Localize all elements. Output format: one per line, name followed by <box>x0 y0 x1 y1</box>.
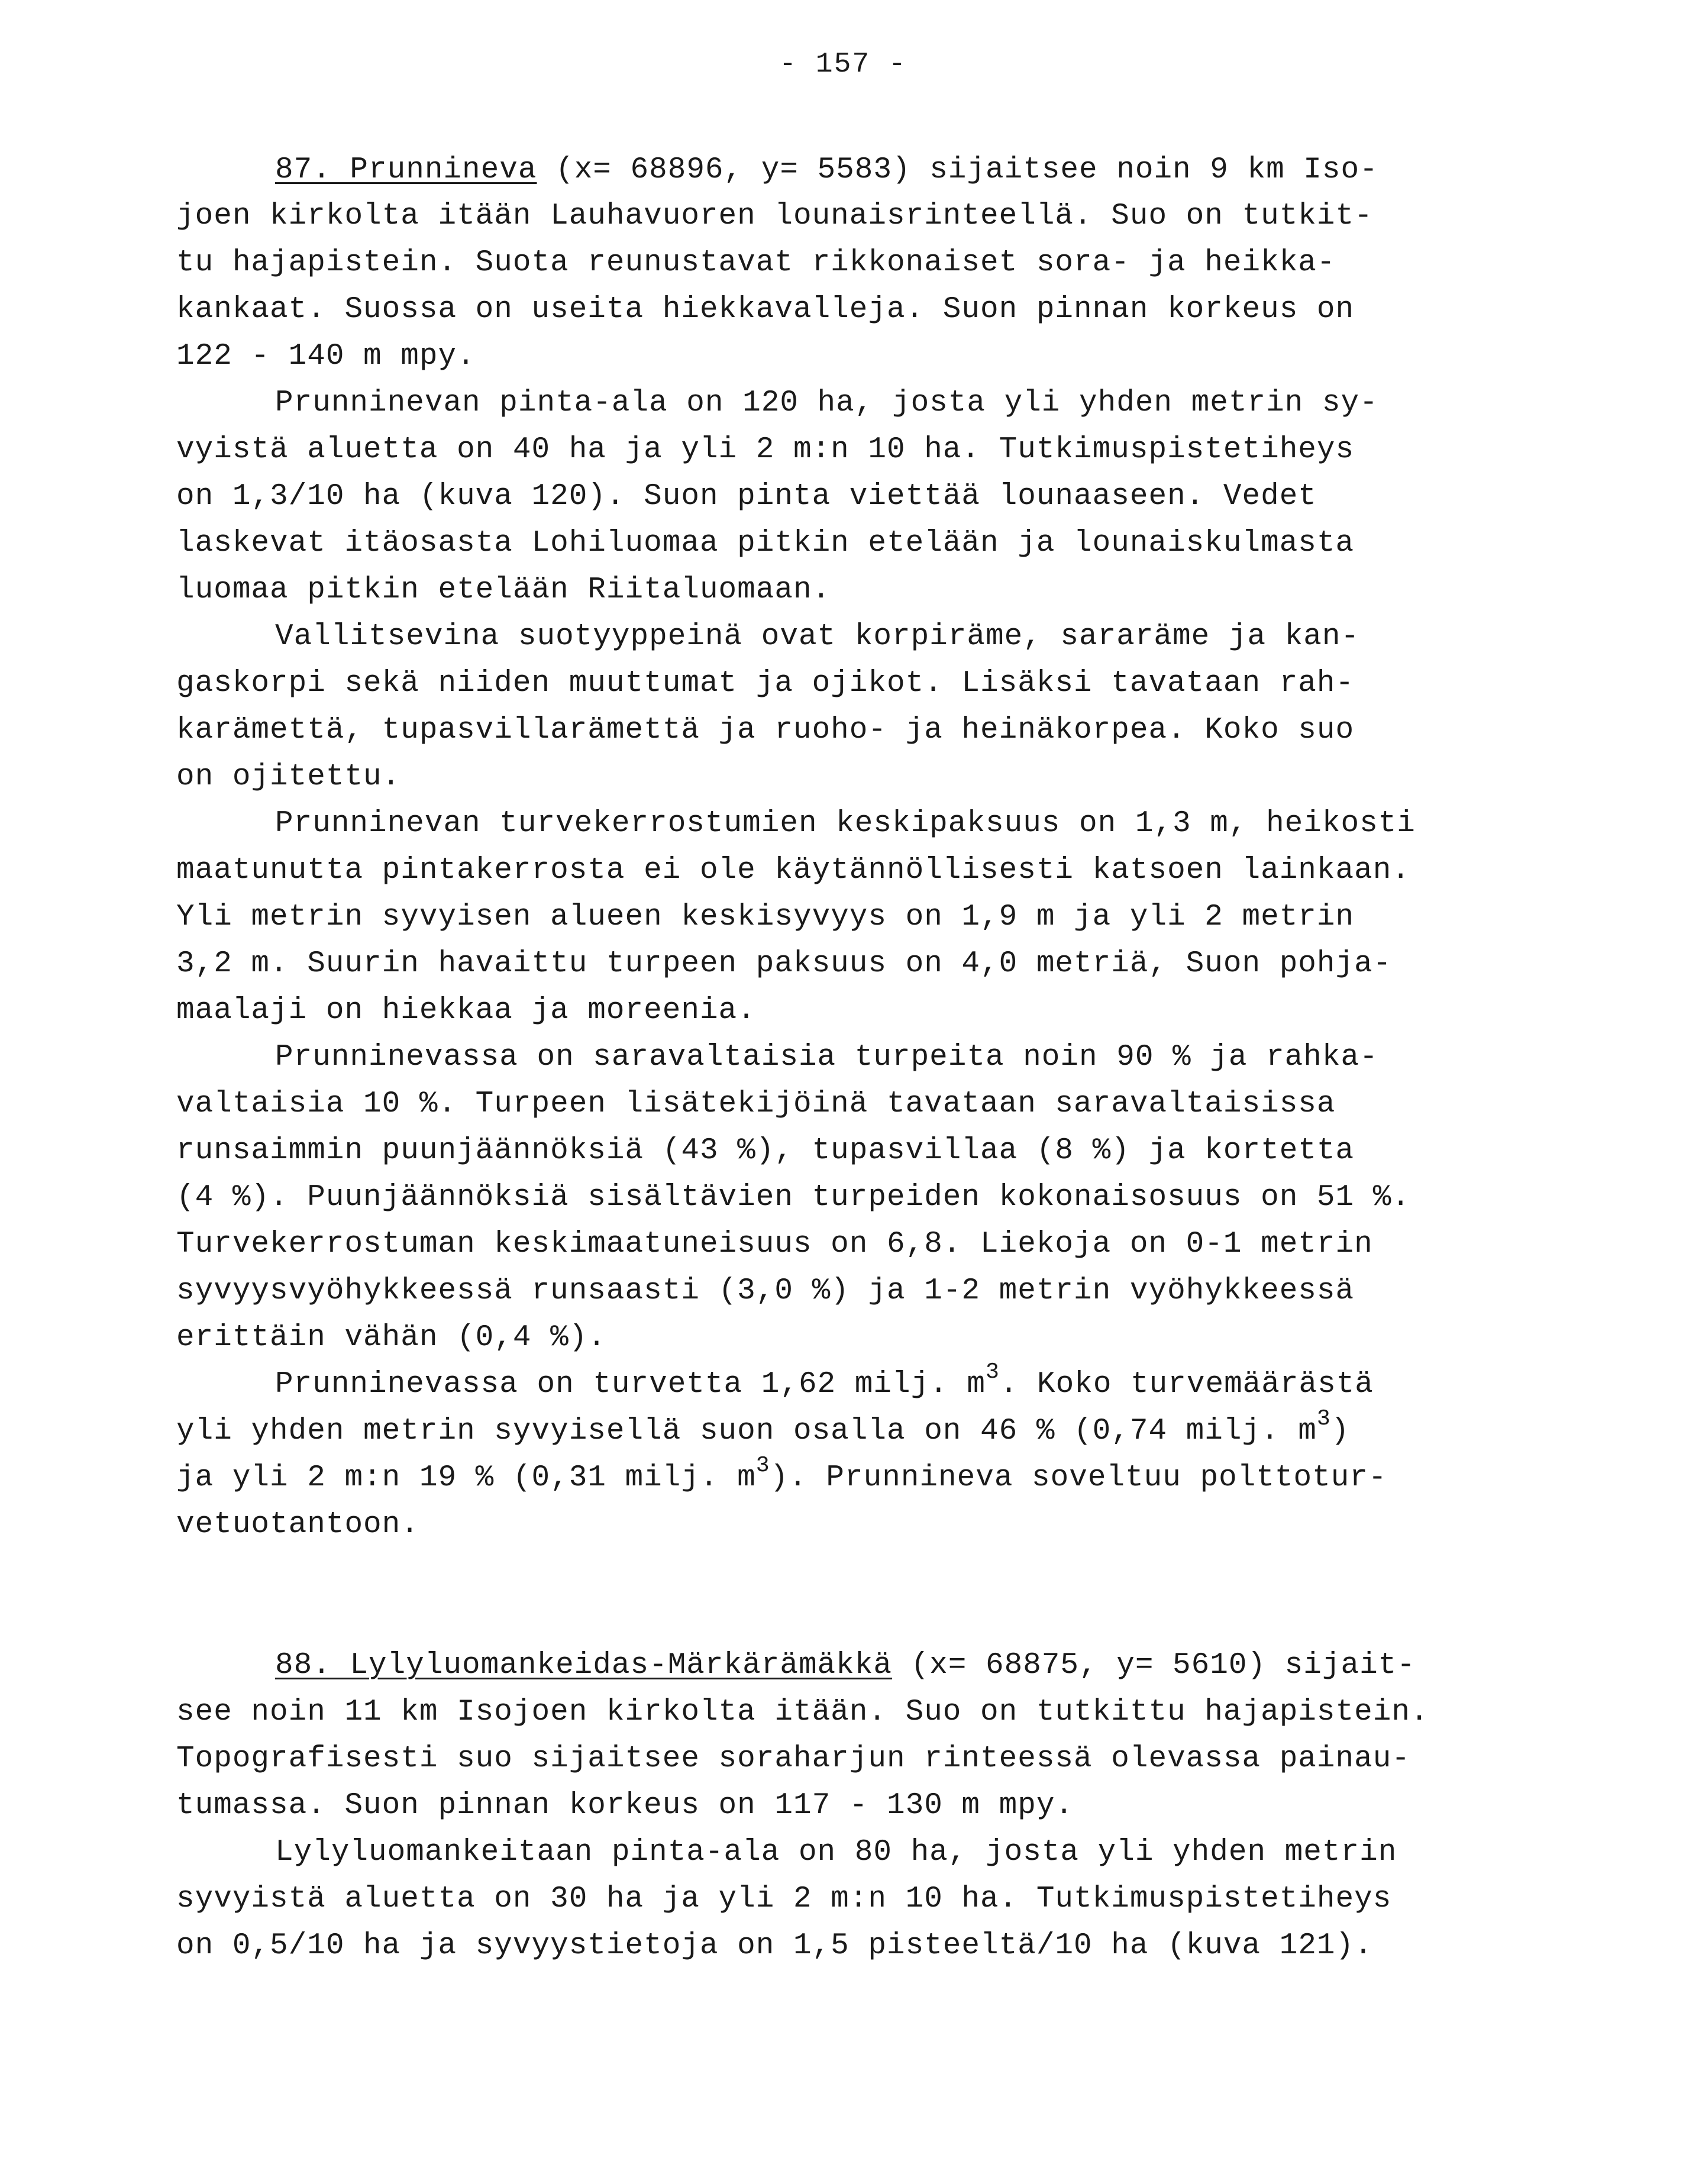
section-87-line-24: Turvekerrostuman keskimaatuneisuus on 6,8. Liekoja on 0-1 metrin <box>176 1227 1373 1261</box>
section-87-heading: 87. Prunnineva <box>275 153 537 187</box>
superscript-cubed: 3 <box>1316 1406 1331 1432</box>
section-87-line-20: Prunninevassa on saravaltaisia turpeita noin 90 % ja rahka- <box>275 1041 1378 1074</box>
section-87-line-14: on ojitettu. <box>176 760 401 794</box>
section-87-line-16: maatunutta pintakerrosta ei ole käytännöllisesti katsoen lainkaan. <box>176 854 1410 887</box>
section-88-line-5: Lylyluomankeitaan pinta-ala on 80 ha, josta yli yhden metrin <box>275 1836 1397 1869</box>
section-87-line-9: laskevat itäosasta Lohiluomaa pitkin etelään ja lounaiskulmasta <box>176 526 1355 560</box>
section-87-line-12: gaskorpi sekä niiden muuttumat ja ojikot. Lisäksi tavataan rah- <box>176 667 1355 700</box>
section-88-line-2: see noin 11 km Isojoen kirkolta itään. Suo on tutkittu hajapistein. <box>176 1695 1429 1729</box>
section-87-volume-line-2: yli yhden metrin syvyisellä suon osalla on 46 % (0,74 milj. $m^3$) <box>176 1406 1350 1448</box>
section-87-volume-line-4: vetuotantoon. <box>176 1508 419 1542</box>
section-87-line-13: karämettä, tupasvillarämettä ja ruoho- ja heinäkorpea. Koko suo <box>176 713 1355 747</box>
section-87-line-8: on 1,3/10 ha (kuva 120). Suon pinta viettää lounaaseen. Vedet <box>176 480 1317 513</box>
section-87-line-19: maalaji on hiekkaa ja moreenia. <box>176 994 756 1028</box>
superscript-cubed: 3 <box>986 1359 1000 1385</box>
section-87-line-1: 87. Prunnineva (x= 68896, y= 5583) sijaitsee noin 9 km Iso- <box>275 153 1378 187</box>
section-87-line-6: Prunninevan pinta-ala on 120 ha, josta yli yhden metrin sy- <box>275 386 1378 420</box>
section-87-line-4: kankaat. Suossa on useita hiekkavalleja. Suon pinnan korkeus on <box>176 293 1355 327</box>
section-88-heading: 88. Lylyluomankeidas-Märkärämäkkä <box>275 1649 892 1682</box>
section-87-line-22: runsaimmin puunjäännöksiä (43 %), tupasvillaa (8 %) ja kortetta <box>176 1134 1355 1168</box>
section-87-line-25: syvyysvyöhykkeessä runsaasti (3,0 %) ja 1-2 metrin vyöhykkeessä <box>176 1274 1355 1308</box>
section-88-line-1: 88. Lylyluomankeidas-Märkärämäkkä (x= 68875, y= 5610) sijait- <box>275 1649 1416 1682</box>
superscript-cubed: 3 <box>755 1453 770 1478</box>
section-87-volume-line-3: ja yli 2 m:n 19 % (0,31 milj. $m^3$). Prunnineva soveltuu polttotur- <box>176 1453 1387 1495</box>
section-87-volume-line-1: Prunninevassa on turvetta 1,62 milj. $m^3$. Koko turvemäärästä <box>275 1359 1374 1401</box>
section-88-line-4: tumassa. Suon pinnan korkeus on 117 - 130 m mpy. <box>176 1789 1074 1823</box>
section-88-line-3: Topografisesti suo sijaitsee soraharjun rinteessä olevassa painau- <box>176 1742 1410 1776</box>
section-87-line-5: 122 - 140 m mpy. <box>176 340 476 373</box>
section-87-line-3: tu hajapistein. Suota reunustavat rikkonaiset sora- ja heikka- <box>176 246 1336 280</box>
section-87-line-17: Yli metrin syvyisen alueen keskisyvyys on 1,9 m ja yli 2 metrin <box>176 900 1355 934</box>
section-87-line-2: joen kirkolta itään Lauhavuoren lounaisrinteellä. Suo on tutkit- <box>176 199 1373 233</box>
section-87-line-15: Prunninevan turvekerrostumien keskipaksuus on 1,3 m, heikosti <box>275 807 1416 841</box>
section-88-line-7: on 0,5/10 ha ja syvyystietoja on 1,5 pisteeltä/10 ha (kuva 121). <box>176 1929 1373 1963</box>
section-87-line-7: vyistä aluetta on 40 ha ja yli 2 m:n 10 ha. Tutkimuspistetiheys <box>176 433 1355 467</box>
section-87-line-11: Vallitsevina suotyyppeinä ovat korpiräme, sararäme ja kan- <box>275 620 1360 654</box>
section-87-line-10: luomaa pitkin etelään Riitaluomaan. <box>176 573 831 607</box>
section-87-line-18: 3,2 m. Suurin havaittu turpeen paksuus on 4,0 metriä, Suon pohja- <box>176 947 1392 981</box>
section-88-line-6: syvyistä aluetta on 30 ha ja yli 2 m:n 10 ha. Tutkimuspistetiheys <box>176 1882 1392 1916</box>
section-87-line-23: (4 %). Puunjäännöksiä sisältävien turpeiden kokonaisosuus on 51 %. <box>176 1181 1410 1214</box>
section-87-line-26: erittäin vähän (0,4 %). <box>176 1321 606 1355</box>
section-87-line-21: valtaisia 10 %. Turpeen lisätekijöinä tavataan saravaltaisissa <box>176 1087 1336 1121</box>
page-number: - 157 - <box>779 49 907 80</box>
